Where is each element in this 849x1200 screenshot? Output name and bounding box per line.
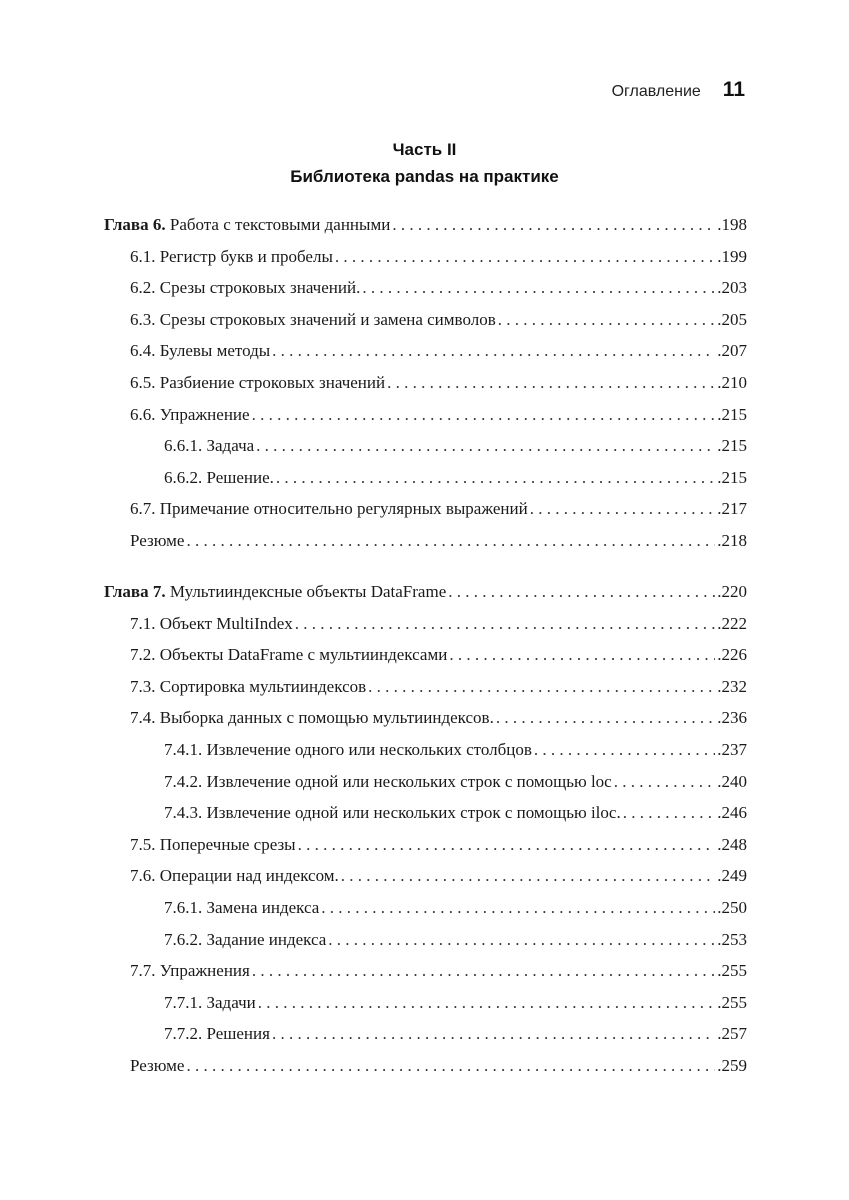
page-ref: .203 — [717, 278, 747, 298]
entry-title: 7.4.2. Извлечение одной или нескольких строк с помощью loc — [164, 771, 612, 791]
entry-title: 7.3. Сортировка мультииндексов — [130, 676, 367, 696]
entry-title: 7.6.1. Замена индекса — [164, 897, 320, 917]
dot-leader — [496, 702, 715, 734]
page-ref: .215 — [717, 467, 747, 487]
entry-title: 7.7.1. Задачи — [164, 992, 256, 1012]
toc-entry-7-7-2[interactable] — [104, 1018, 747, 1050]
entry-title: 6.7. Примечание относительно регулярных выражений — [130, 499, 528, 519]
toc-chapter-6 — [104, 209, 747, 557]
page-ref: .215 — [717, 436, 747, 456]
running-head-page-number: 11 — [722, 78, 745, 101]
chapter-title: Мультииндексные объекты DataFrame — [169, 582, 447, 601]
dot-leader — [335, 241, 715, 273]
dot-leader — [186, 525, 715, 557]
entry-title: Резюме — [130, 530, 185, 550]
page-ref: .257 — [717, 1024, 747, 1044]
page-ref: .246 — [717, 803, 747, 823]
dot-leader — [321, 892, 715, 924]
entry-title: 7.6.2. Задание индекса — [164, 929, 327, 949]
page-ref: .237 — [717, 739, 747, 759]
entry-title: 6.2. Срезы строковых значений. — [130, 278, 361, 298]
entry-title: 7.4.3. Извлечение одной или нескольких строк с помощью iloc. — [164, 803, 621, 823]
toc-entry-7-4-3[interactable] — [104, 797, 747, 829]
running-head — [612, 78, 745, 102]
entry-title: 7.6. Операции над индексом. — [130, 866, 339, 886]
entry-title: 6.6.1. Задача — [164, 436, 255, 456]
dot-leader — [276, 462, 715, 494]
page-ref: .240 — [717, 771, 747, 791]
entry-title: 6.4. Булевы методы — [130, 341, 271, 361]
dot-leader — [530, 493, 716, 525]
toc-entry-7-summary[interactable] — [104, 1050, 747, 1082]
page-ref: .220 — [717, 582, 747, 601]
page-ref: .248 — [717, 834, 747, 854]
toc-entry-6-6[interactable] — [104, 399, 747, 431]
part-label: Часть II — [392, 140, 457, 159]
toc-entry-7-4[interactable] — [104, 702, 747, 734]
page-ref: .250 — [717, 897, 747, 917]
toc-entry-6-7[interactable] — [104, 493, 747, 525]
toc-entry-7-7[interactable] — [104, 955, 747, 987]
entry-title: 6.5. Разбиение строковых значений — [130, 372, 386, 392]
page-ref: .205 — [717, 309, 747, 329]
toc-entry-7-2[interactable] — [104, 639, 747, 671]
page-ref: .255 — [717, 992, 747, 1012]
page-ref: .253 — [717, 929, 747, 949]
entry-title: 6.6.2. Решение. — [164, 467, 274, 487]
dot-leader — [298, 829, 716, 861]
running-head-section-title: Оглавление — [611, 83, 701, 100]
entry-title: 7.1. Объект MultiIndex — [130, 613, 293, 633]
page-ref: .236 — [717, 708, 747, 728]
dot-leader — [328, 924, 715, 956]
dot-leader — [341, 860, 715, 892]
dot-leader — [258, 987, 716, 1019]
toc-entry-6-6-1[interactable] — [104, 430, 747, 462]
page-ref: .217 — [717, 499, 747, 519]
dot-leader — [534, 734, 715, 766]
entry-title: 6.3. Срезы строковых значений и замена символов — [130, 309, 496, 329]
chapter-label: Глава 7. — [104, 582, 166, 601]
toc-entry-6-summary[interactable] — [104, 525, 747, 557]
page-ref: .232 — [717, 676, 747, 696]
toc-entry-7-6-1[interactable] — [104, 892, 747, 924]
page-ref: .215 — [717, 404, 747, 424]
dot-leader — [498, 304, 716, 336]
page-ref: .199 — [717, 246, 747, 266]
entry-title: Резюме — [130, 1055, 185, 1075]
page-ref: .198 — [717, 215, 747, 234]
entry-title: 6.1. Регистр букв и пробелы — [130, 246, 333, 266]
page-ref: .255 — [717, 961, 747, 981]
page-ref: .210 — [717, 372, 747, 392]
chapter-label: Глава 6. — [104, 215, 166, 234]
dot-leader — [256, 430, 715, 462]
dot-leader — [368, 671, 715, 703]
dot-leader — [448, 576, 715, 608]
page-ref: .207 — [717, 341, 747, 361]
page-ref: .222 — [717, 613, 747, 633]
toc-entry-7-1[interactable] — [104, 608, 747, 640]
entry-title: 7.7. Упражнения — [130, 961, 250, 981]
dot-leader — [186, 1050, 715, 1082]
dot-leader — [272, 335, 715, 367]
entry-title: 7.7.2. Решения — [164, 1024, 270, 1044]
toc-entry-6-6-2[interactable] — [104, 462, 747, 494]
dot-leader — [614, 766, 716, 798]
toc-entry-6-1[interactable] — [104, 241, 747, 273]
part-heading — [0, 136, 849, 190]
chapter-title: Работа с текстовыми данными — [169, 215, 391, 234]
entry-title: 7.4. Выборка данных с помощью мультииндексов. — [130, 708, 494, 728]
toc-entry-7-6-2[interactable] — [104, 924, 747, 956]
dot-leader — [252, 955, 715, 987]
dot-leader — [362, 272, 715, 304]
toc-chapter-7 — [104, 576, 747, 1082]
dot-leader — [295, 608, 715, 640]
toc-entry-6-4[interactable] — [104, 335, 747, 367]
page-ref: .249 — [717, 866, 747, 886]
dot-leader — [252, 399, 716, 431]
entry-title: 7.4.1. Извлечение одного или нескольких столбцов — [164, 739, 532, 759]
page-ref: .218 — [717, 530, 747, 550]
toc-entry-chapter-6[interactable] — [104, 209, 747, 241]
entry-title: 7.5. Поперечные срезы — [130, 834, 296, 854]
toc-entry-7-5[interactable] — [104, 829, 747, 861]
dot-leader — [392, 209, 715, 241]
dot-leader — [449, 639, 715, 671]
toc-entry-6-2[interactable] — [104, 272, 747, 304]
entry-title: 7.2. Объекты DataFrame с мультииндексами — [130, 645, 448, 665]
page-ref: .226 — [717, 645, 747, 665]
dot-leader — [272, 1018, 715, 1050]
toc-entry-7-3[interactable] — [104, 671, 747, 703]
toc-entry-7-4-1[interactable] — [104, 734, 747, 766]
toc-entry-chapter-7[interactable] — [104, 576, 747, 608]
toc-entry-7-7-1[interactable] — [104, 987, 747, 1019]
toc-entry-7-6[interactable] — [104, 860, 747, 892]
toc-entry-7-4-2[interactable] — [104, 766, 747, 798]
dot-leader — [387, 367, 715, 399]
dot-leader — [623, 797, 716, 829]
entry-title: 6.6. Упражнение — [130, 404, 250, 424]
toc-entry-6-3[interactable] — [104, 304, 747, 336]
toc-entry-6-5[interactable] — [104, 367, 747, 399]
page-ref: .259 — [717, 1055, 747, 1075]
part-title: Библиотека pandas на практике — [290, 167, 559, 186]
